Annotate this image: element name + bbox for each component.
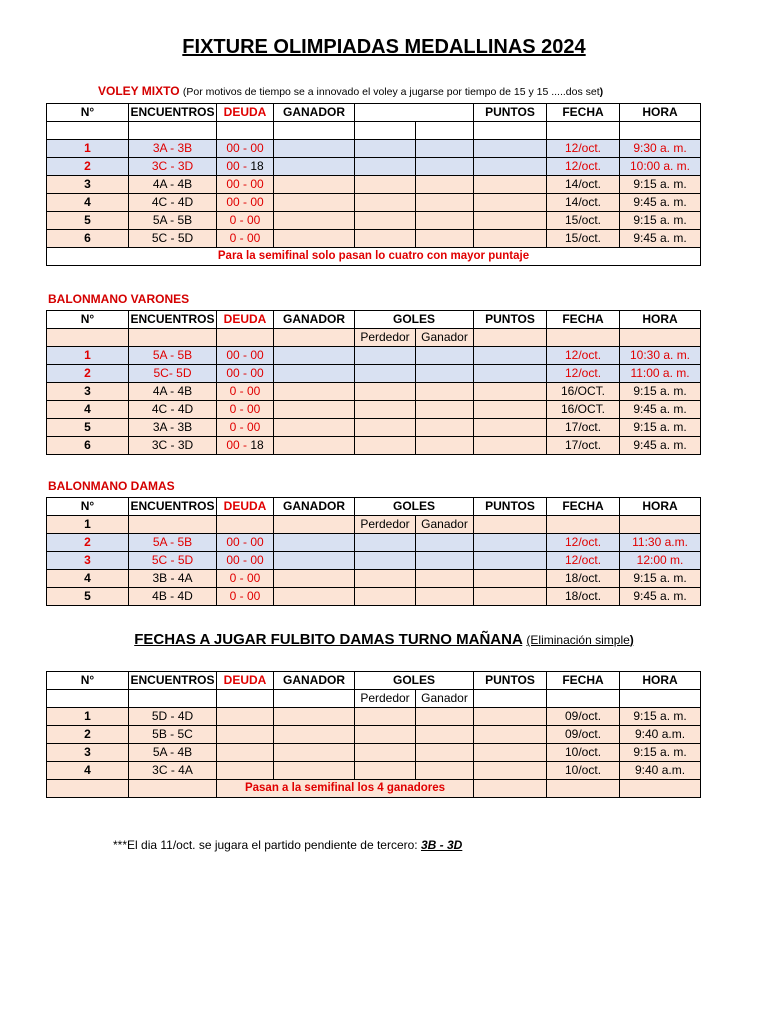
cell-ganador-goles xyxy=(416,744,474,762)
cell-ganador-goles xyxy=(416,212,474,230)
cell-num: 1 xyxy=(47,140,129,158)
cell-ganador-goles xyxy=(416,347,474,365)
cell-num: 4 xyxy=(47,570,129,588)
cell-perdedor xyxy=(355,762,416,780)
cell-ganador xyxy=(274,762,355,780)
cell-encuentros: 5A - 5B xyxy=(129,212,217,230)
cell-deuda: 0 - 00 xyxy=(217,588,274,606)
cell-fecha: 16/OCT. xyxy=(547,383,620,401)
cell-perdedor xyxy=(355,401,416,419)
cell-ganador-goles xyxy=(416,194,474,212)
cell-num: 5 xyxy=(47,419,129,437)
footnote-text: ***El dia 11/oct. se jugara el partido pendiente de tercero: xyxy=(113,838,421,852)
cell-fecha: 09/oct. xyxy=(547,708,620,726)
col-ganador-sub: Ganador xyxy=(416,329,474,347)
varones-header-row xyxy=(47,311,701,329)
cell-ganador xyxy=(274,419,355,437)
cell-puntos xyxy=(474,176,547,194)
cell-fecha: 16/OCT. xyxy=(547,401,620,419)
cell-deuda xyxy=(217,708,274,726)
cell-encuentros: 3B - 4A xyxy=(129,570,217,588)
cell-ganador-goles xyxy=(416,762,474,780)
col-ganador: GANADOR xyxy=(274,311,355,329)
cell-ganador-goles xyxy=(416,365,474,383)
cell-deuda: 0 - 00 xyxy=(217,230,274,248)
cell-deuda: 00 - 00 xyxy=(217,176,274,194)
cell-hora: 10:30 a. m. xyxy=(620,347,701,365)
fulbito-header-row xyxy=(47,672,701,690)
cell-ganador-goles xyxy=(416,419,474,437)
col-ganador-sub: Ganador xyxy=(416,516,474,534)
col-puntos: PUNTOS xyxy=(474,672,547,690)
cell-deuda: 00 - 00 xyxy=(217,552,274,570)
cell-fecha: 12/oct. xyxy=(547,158,620,176)
varones-table xyxy=(46,310,701,455)
table-row xyxy=(47,176,701,194)
cell-perdedor xyxy=(355,194,416,212)
cell-hora: 9:15 a. m. xyxy=(620,383,701,401)
cell-num: 5 xyxy=(47,212,129,230)
cell-encuentros: 5A - 5B xyxy=(129,347,217,365)
cell-encuentros: 5C- 5D xyxy=(129,365,217,383)
cell-perdedor xyxy=(355,588,416,606)
fulbito-footer-row xyxy=(47,780,701,798)
cell-puntos xyxy=(474,726,547,744)
fulbito-title: FECHAS A JUGAR FULBITO DAMAS TURNO MAÑANA xyxy=(134,631,523,648)
cell-deuda: 0 - 00 xyxy=(217,383,274,401)
cell-puntos xyxy=(474,212,547,230)
col-ganador: GANADOR xyxy=(274,498,355,516)
cell-ganador xyxy=(274,194,355,212)
cell-puntos xyxy=(474,534,547,552)
voley-footer-row xyxy=(47,248,701,266)
col-goles: GOLES xyxy=(355,498,474,516)
col-encuentros: ENCUENTROS xyxy=(129,104,217,122)
cell-ganador-goles xyxy=(416,383,474,401)
table-row xyxy=(47,744,701,762)
cell-fecha: 17/oct. xyxy=(547,419,620,437)
table-row xyxy=(47,194,701,212)
cell-hora: 9:45 a. m. xyxy=(620,194,701,212)
cell-ganador xyxy=(274,570,355,588)
cell-encuentros: 4B - 4D xyxy=(129,588,217,606)
fulbito-subheader-row xyxy=(47,690,701,708)
col-hora: HORA xyxy=(620,672,701,690)
cell-encuentros: 4A - 4B xyxy=(129,383,217,401)
cell-num: 2 xyxy=(47,365,129,383)
cell-hora: 9:30 a. m. xyxy=(620,140,701,158)
cell-puntos xyxy=(474,230,547,248)
cell-hora: 9:15 a. m. xyxy=(620,419,701,437)
cell-encuentros: 5D - 4D xyxy=(129,708,217,726)
voley-label: VOLEY MIXTO xyxy=(98,84,180,98)
col-goles: GOLES xyxy=(355,672,474,690)
col-hora: HORA xyxy=(620,498,701,516)
damas-subheader-row xyxy=(47,516,701,534)
cell-fecha: 12/oct. xyxy=(547,534,620,552)
cell-hora: 11:30 a.m. xyxy=(620,534,701,552)
col-deuda: DEUDA xyxy=(217,104,274,122)
cell-perdedor xyxy=(355,708,416,726)
cell-puntos xyxy=(474,588,547,606)
voley-note: (Por motivos de tiempo se a innovado el voley a jugarse por tiempo de 15 y 15 .....dos set) xyxy=(182,86,604,98)
cell-encuentros: 4A - 4B xyxy=(129,176,217,194)
cell-num: 3 xyxy=(47,176,129,194)
cell-ganador-goles xyxy=(416,230,474,248)
col-perdedor: Perdedor xyxy=(355,516,416,534)
cell-deuda: 00 - 00 xyxy=(217,140,274,158)
cell-deuda xyxy=(217,762,274,780)
cell-perdedor xyxy=(355,176,416,194)
col-puntos: PUNTOS xyxy=(474,498,547,516)
cell-hora: 12:00 m. xyxy=(620,552,701,570)
cell-puntos xyxy=(474,158,547,176)
cell-deuda: 00 - 00 xyxy=(217,347,274,365)
cell-hora: 9:15 a. m. xyxy=(620,176,701,194)
cell-puntos xyxy=(474,552,547,570)
cell-encuentros: 5A - 4B xyxy=(129,744,217,762)
cell-num: 2 xyxy=(47,726,129,744)
cell-puntos xyxy=(474,570,547,588)
col-goles: GOLES xyxy=(355,311,474,329)
cell-ganador xyxy=(274,176,355,194)
cell-puntos xyxy=(474,744,547,762)
cell-encuentros: 3C - 3D xyxy=(129,158,217,176)
cell-puntos xyxy=(474,762,547,780)
cell-fecha: 17/oct. xyxy=(547,437,620,455)
varones-subheader-row xyxy=(47,329,701,347)
col-num: N° xyxy=(47,311,129,329)
varones-section-label: BALONMANO VARONES xyxy=(48,292,190,306)
cell-ganador xyxy=(274,437,355,455)
table-row xyxy=(47,762,701,780)
cell-ganador xyxy=(274,534,355,552)
table-row xyxy=(47,708,701,726)
table-row xyxy=(47,401,701,419)
cell-encuentros: 3A - 3B xyxy=(129,419,217,437)
varones-rows xyxy=(47,347,701,455)
cell-num: 4 xyxy=(47,762,129,780)
cell-deuda: 00 - 18 xyxy=(217,437,274,455)
footnote xyxy=(113,838,462,852)
cell-num: 3 xyxy=(47,383,129,401)
cell-ganador xyxy=(274,347,355,365)
cell-fecha: 18/oct. xyxy=(547,570,620,588)
cell-fecha: 12/oct. xyxy=(547,365,620,383)
damas-rows xyxy=(47,534,701,606)
cell-encuentros: 4C - 4D xyxy=(129,401,217,419)
table-row xyxy=(47,140,701,158)
cell-ganador xyxy=(274,552,355,570)
table-row xyxy=(47,552,701,570)
cell-puntos xyxy=(474,401,547,419)
col-fecha: FECHA xyxy=(547,311,620,329)
cell-encuentros: 5B - 5C xyxy=(129,726,217,744)
cell-hora: 9:45 a. m. xyxy=(620,230,701,248)
col-num: N° xyxy=(47,104,129,122)
cell-perdedor xyxy=(355,419,416,437)
voley-header-row xyxy=(47,104,701,122)
table-row xyxy=(47,570,701,588)
voley-section-label xyxy=(98,84,603,98)
cell-fecha: 14/oct. xyxy=(547,176,620,194)
col-encuentros: ENCUENTROS xyxy=(129,498,217,516)
cell-fecha: 10/oct. xyxy=(547,744,620,762)
cell-encuentros: 4C - 4D xyxy=(129,194,217,212)
table-row xyxy=(47,726,701,744)
cell-ganador-goles xyxy=(416,401,474,419)
cell-hora: 10:00 a. m. xyxy=(620,158,701,176)
cell-perdedor xyxy=(355,158,416,176)
cell-puntos xyxy=(474,365,547,383)
cell-perdedor xyxy=(355,212,416,230)
cell-fecha: 15/oct. xyxy=(547,230,620,248)
cell-ganador-goles xyxy=(416,708,474,726)
cell-fecha: 12/oct. xyxy=(547,347,620,365)
cell-ganador xyxy=(274,383,355,401)
col-encuentros: ENCUENTROS xyxy=(129,311,217,329)
cell-ganador-goles xyxy=(416,552,474,570)
damas-section-label: BALONMANO DAMAS xyxy=(48,479,175,493)
table-row xyxy=(47,534,701,552)
cell-fecha: 15/oct. xyxy=(547,212,620,230)
cell-perdedor xyxy=(355,230,416,248)
cell-perdedor xyxy=(355,534,416,552)
table-row xyxy=(47,419,701,437)
cell-num: 3 xyxy=(47,744,129,762)
cell-puntos xyxy=(474,383,547,401)
col-empty xyxy=(355,104,474,122)
col-puntos: PUNTOS xyxy=(474,104,547,122)
cell-deuda: 00 - 00 xyxy=(217,194,274,212)
col-deuda: DEUDA xyxy=(217,311,274,329)
table-row xyxy=(47,588,701,606)
col-perdedor: Perdedor xyxy=(355,690,416,708)
cell-num: 2 xyxy=(47,534,129,552)
cell-perdedor xyxy=(355,726,416,744)
cell-ganador-goles xyxy=(416,140,474,158)
cell-num: 1 xyxy=(47,708,129,726)
cell-ganador-goles xyxy=(416,588,474,606)
cell-ganador xyxy=(274,726,355,744)
cell-fecha: 18/oct. xyxy=(547,588,620,606)
cell-puntos xyxy=(474,347,547,365)
cell-ganador xyxy=(274,744,355,762)
col-ganador: GANADOR xyxy=(274,672,355,690)
col-deuda: DEUDA xyxy=(217,672,274,690)
col-encuentros: ENCUENTROS xyxy=(129,672,217,690)
table-row xyxy=(47,158,701,176)
col-deuda: DEUDA xyxy=(217,498,274,516)
table-row xyxy=(47,437,701,455)
cell-encuentros: 5C - 5D xyxy=(129,552,217,570)
cell-perdedor xyxy=(355,744,416,762)
cell-perdedor xyxy=(355,437,416,455)
cell-deuda: 00 - 18 xyxy=(217,158,274,176)
cell-num: 2 xyxy=(47,158,129,176)
col-ganador-sub: Ganador xyxy=(416,690,474,708)
cell-hora: 9:45 a. m. xyxy=(620,401,701,419)
voley-table xyxy=(46,103,701,266)
cell-puntos xyxy=(474,708,547,726)
cell-deuda xyxy=(217,744,274,762)
cell-num: 4 xyxy=(47,194,129,212)
cell-perdedor xyxy=(355,383,416,401)
col-num: N° xyxy=(47,498,129,516)
cell-num: 6 xyxy=(47,230,129,248)
cell-ganador xyxy=(274,588,355,606)
cell-ganador-goles xyxy=(416,570,474,588)
voley-rows xyxy=(47,140,701,248)
cell-hora: 9:15 a. m. xyxy=(620,744,701,762)
col-num: N° xyxy=(47,672,129,690)
cell-fecha: 10/oct. xyxy=(547,762,620,780)
cell-hora: 11:00 a. m. xyxy=(620,365,701,383)
cell-fecha: 09/oct. xyxy=(547,726,620,744)
cell-hora: 9:15 a. m. xyxy=(620,212,701,230)
page-title: FIXTURE OLIMPIADAS MEDALLINAS 2024 xyxy=(182,36,586,58)
cell-ganador xyxy=(274,212,355,230)
col-fecha: FECHA xyxy=(547,104,620,122)
cell-fecha: 12/oct. xyxy=(547,552,620,570)
table-row xyxy=(47,230,701,248)
cell-encuentros: 3A - 3B xyxy=(129,140,217,158)
cell-num: 3 xyxy=(47,552,129,570)
cell-encuentros: 3C - 4A xyxy=(129,762,217,780)
fulbito-section-title xyxy=(0,631,768,648)
fulbito-footer-note: Pasan a la semifinal los 4 ganadores xyxy=(217,780,474,798)
cell-deuda: 0 - 00 xyxy=(217,570,274,588)
cell-hora: 9:45 a. m. xyxy=(620,588,701,606)
cell-fecha: 12/oct. xyxy=(547,140,620,158)
damas-table xyxy=(46,497,701,606)
cell-ganador-goles xyxy=(416,726,474,744)
cell-perdedor xyxy=(355,552,416,570)
cell-fecha: 14/oct. xyxy=(547,194,620,212)
table-row xyxy=(47,347,701,365)
cell-num: 4 xyxy=(47,401,129,419)
cell-puntos xyxy=(474,140,547,158)
footnote-teams: 3B - 3D xyxy=(420,838,463,852)
col-fecha: FECHA xyxy=(547,498,620,516)
cell-deuda: 0 - 00 xyxy=(217,401,274,419)
damas-first-num: 1 xyxy=(47,516,129,534)
col-hora: HORA xyxy=(620,104,701,122)
cell-deuda: 00 - 00 xyxy=(217,365,274,383)
cell-puntos xyxy=(474,194,547,212)
voley-footer-note: Para la semifinal solo pasan lo cuatro con mayor puntaje xyxy=(47,248,701,266)
table-row xyxy=(47,365,701,383)
cell-deuda: 0 - 00 xyxy=(217,212,274,230)
cell-hora: 9:40 a.m. xyxy=(620,762,701,780)
col-perdedor: Perdedor xyxy=(355,329,416,347)
cell-ganador xyxy=(274,708,355,726)
table-row xyxy=(47,212,701,230)
cell-deuda xyxy=(217,726,274,744)
cell-hora: 9:40 a.m. xyxy=(620,726,701,744)
cell-hora: 9:45 a. m. xyxy=(620,437,701,455)
cell-num: 6 xyxy=(47,437,129,455)
cell-num: 1 xyxy=(47,347,129,365)
cell-perdedor xyxy=(355,347,416,365)
damas-header-row xyxy=(47,498,701,516)
cell-encuentros: 5C - 5D xyxy=(129,230,217,248)
cell-ganador xyxy=(274,140,355,158)
cell-hora: 9:15 a. m. xyxy=(620,708,701,726)
cell-ganador-goles xyxy=(416,534,474,552)
cell-ganador-goles xyxy=(416,176,474,194)
cell-perdedor xyxy=(355,365,416,383)
cell-encuentros: 5A - 5B xyxy=(129,534,217,552)
cell-ganador-goles xyxy=(416,158,474,176)
fulbito-rows xyxy=(47,708,701,780)
cell-perdedor xyxy=(355,140,416,158)
cell-ganador xyxy=(274,365,355,383)
cell-hora: 9:15 a. m. xyxy=(620,570,701,588)
col-fecha: FECHA xyxy=(547,672,620,690)
cell-ganador-goles xyxy=(416,437,474,455)
table-row xyxy=(47,383,701,401)
cell-puntos xyxy=(474,437,547,455)
cell-ganador xyxy=(274,401,355,419)
fulbito-table xyxy=(46,671,701,798)
cell-deuda: 0 - 00 xyxy=(217,419,274,437)
cell-num: 5 xyxy=(47,588,129,606)
fulbito-note: (Eliminación simple) xyxy=(526,633,634,647)
cell-deuda: 00 - 00 xyxy=(217,534,274,552)
col-ganador: GANADOR xyxy=(274,104,355,122)
cell-encuentros: 3C - 3D xyxy=(129,437,217,455)
cell-ganador xyxy=(274,158,355,176)
cell-puntos xyxy=(474,419,547,437)
col-puntos: PUNTOS xyxy=(474,311,547,329)
cell-perdedor xyxy=(355,570,416,588)
cell-ganador xyxy=(274,230,355,248)
col-hora: HORA xyxy=(620,311,701,329)
voley-blank-row xyxy=(47,122,701,140)
